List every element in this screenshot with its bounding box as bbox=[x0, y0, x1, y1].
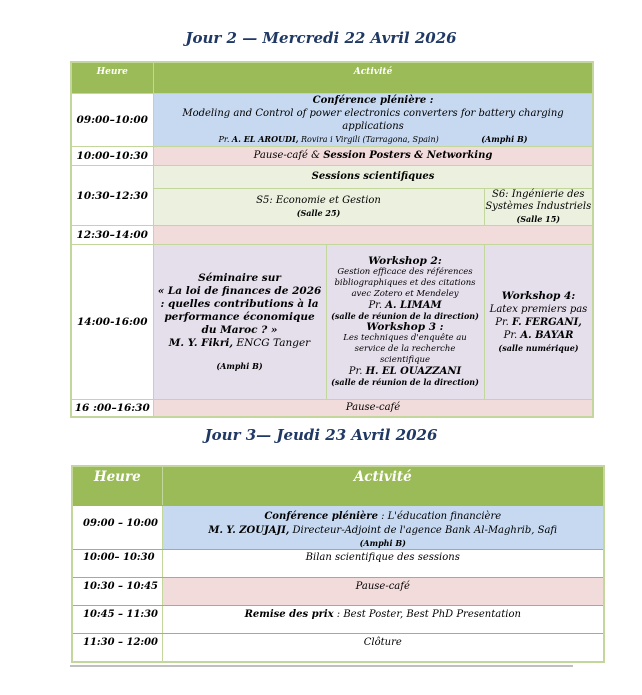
time-cell: 12:30–14:00 bbox=[71, 226, 153, 245]
time-cell: 09:00 – 10:00 bbox=[72, 506, 162, 550]
posters-text: Session Posters & Networking bbox=[323, 150, 493, 161]
table-row bbox=[71, 94, 593, 147]
workshop4-subject: Latex premiers pas bbox=[489, 303, 588, 315]
table-row bbox=[71, 166, 593, 189]
day3-schedule-table bbox=[71, 465, 605, 663]
workshop2-title: Workshop 2: bbox=[368, 255, 442, 267]
seminar-speaker-line bbox=[157, 337, 323, 350]
room: (Amphi B) bbox=[481, 134, 528, 144]
workshop4-cell bbox=[484, 245, 593, 400]
plenary-topic: : L'éducation financière bbox=[377, 511, 502, 522]
table-header bbox=[71, 62, 593, 94]
speaker-affiliation: Rovira i Virgili (Tarragona, Spain) bbox=[301, 135, 439, 144]
time-cell: 10:00–10:30 bbox=[71, 147, 153, 166]
time-cell: 10:30–12:30 bbox=[71, 166, 153, 226]
activity-cell bbox=[153, 147, 593, 166]
plenary-subject: Modeling and Control of power electronics converters for battery charging applications bbox=[182, 108, 564, 132]
header-activity: Activité bbox=[153, 62, 593, 94]
workshop4-speaker2: A. BAYAR bbox=[520, 329, 574, 341]
table-row bbox=[72, 606, 604, 634]
seminar-cell bbox=[153, 245, 326, 400]
workshop2-speaker-line bbox=[329, 300, 482, 311]
seminar-affiliation: ENCG Tanger bbox=[236, 336, 311, 349]
time-cell: 10:30 – 10:45 bbox=[72, 578, 162, 606]
pause-cell: Pause-café bbox=[153, 400, 593, 417]
table-row bbox=[71, 226, 593, 245]
header-time: Heure bbox=[72, 466, 162, 506]
workshop2-speaker: A. LIMAM bbox=[385, 300, 442, 311]
session-name: S5: Economie et Gestion bbox=[256, 195, 381, 206]
plenary-affiliation: Directeur-Adjoint de l'agence Bank Al-Maghrib, Safi bbox=[289, 525, 558, 536]
seminar-room: (Amphi B) bbox=[216, 360, 263, 371]
sessions-heading: Sessions scientifiques bbox=[153, 166, 593, 189]
pause-cell: Pause-café bbox=[162, 578, 604, 606]
workshop2-room: (salle de réunion de la direction) bbox=[331, 311, 479, 321]
workshop4-speaker1: F. FERGANI, bbox=[512, 316, 582, 328]
time-cell: 14:00-16:00 bbox=[71, 245, 153, 400]
seminar-speaker: M. Y. Fikri, bbox=[168, 336, 234, 349]
workshop3-speaker: H. EL OUAZZANI bbox=[365, 366, 462, 377]
plenary-speaker-line bbox=[163, 524, 604, 538]
table-row bbox=[71, 400, 593, 417]
header-activity: Activité bbox=[162, 466, 604, 506]
activity-cell: Bilan scientifique des sessions bbox=[162, 550, 604, 578]
awards-detail: : Best Poster, Best PhD Presentation bbox=[333, 609, 521, 620]
workshop3-subject: Les techniques d'enquête au service de la recherche scientifique bbox=[343, 333, 467, 365]
table-row bbox=[72, 634, 604, 662]
lunch-cell bbox=[153, 226, 593, 245]
table-row bbox=[72, 578, 604, 606]
seminar-line1: Séminaire sur bbox=[198, 271, 281, 284]
workshop3-title: Workshop 3 : bbox=[366, 321, 444, 333]
header-time: Heure bbox=[71, 62, 153, 94]
awards-cell bbox=[162, 606, 604, 634]
seminar-title: « La loi de finances de 2026 : quelles contributions à la performance économique du Maroc ? » bbox=[157, 284, 322, 336]
plenary-heading-line bbox=[163, 510, 604, 524]
time-cell: 10:00– 10:30 bbox=[72, 550, 162, 578]
day3-title: Jour 3— Jeudi 23 Avril 2026 bbox=[204, 426, 438, 444]
day2-title: Jour 2 — Mercredi 22 Avril 2026 bbox=[185, 29, 457, 47]
speaker-prefix: Pr. bbox=[503, 329, 518, 341]
speaker-name: A. EL AROUDI, bbox=[231, 134, 299, 144]
session-name: S6: Ingénierie des Systèmes Industriels bbox=[485, 189, 592, 212]
workshop2-subject: Gestion efficace des références bibliographiques et des citations avec Zotero et Mendeley bbox=[334, 267, 476, 299]
workshop4-room: (salle numérique) bbox=[498, 342, 579, 353]
plenary-heading: Conférence plénière bbox=[264, 511, 378, 522]
workshop4-speaker2-line bbox=[485, 329, 593, 342]
footer-divider bbox=[70, 665, 573, 667]
session-s5 bbox=[153, 189, 484, 226]
workshop4-title: Workshop 4: bbox=[501, 289, 576, 302]
table-row bbox=[71, 245, 593, 400]
time-cell: 09:00–10:00 bbox=[71, 94, 153, 147]
pause-text: Pause-café & bbox=[253, 150, 321, 161]
workshops-2-3-cell bbox=[326, 245, 484, 400]
plenary-cell bbox=[153, 94, 593, 147]
plenary-speaker: M. Y. ZOUJAJI, bbox=[208, 525, 290, 536]
plenary-speaker-line bbox=[154, 133, 593, 146]
session-room: (Salle 15) bbox=[516, 214, 561, 224]
speaker-prefix: Pr. bbox=[218, 135, 230, 144]
table-row bbox=[72, 506, 604, 550]
day2-schedule-table bbox=[70, 61, 594, 418]
plenary-heading: Conférence plénière : bbox=[312, 95, 434, 106]
table-row bbox=[72, 550, 604, 578]
session-s6 bbox=[484, 189, 593, 226]
table-header bbox=[72, 466, 604, 506]
time-cell: 11:30 – 12:00 bbox=[72, 634, 162, 662]
workshop3-speaker-line bbox=[329, 366, 482, 377]
plenary-room: (Amphi B) bbox=[359, 538, 406, 548]
workshop4-speaker1-line bbox=[485, 316, 593, 329]
table-row bbox=[71, 147, 593, 166]
speaker-prefix: Pr. bbox=[495, 316, 509, 328]
workshop3-room: (salle de réunion de la direction) bbox=[331, 377, 479, 387]
speaker-prefix: Pr. bbox=[348, 366, 363, 377]
plenary-cell bbox=[162, 506, 604, 550]
awards-label: Remise des prix bbox=[244, 609, 334, 620]
time-cell: 10:45 – 11:30 bbox=[72, 606, 162, 634]
speaker-prefix: Pr. bbox=[368, 300, 383, 311]
closing-cell: Clôture bbox=[162, 634, 604, 662]
session-room: (Salle 25) bbox=[296, 208, 341, 218]
time-cell: 16 :00–16:30 bbox=[71, 400, 153, 417]
